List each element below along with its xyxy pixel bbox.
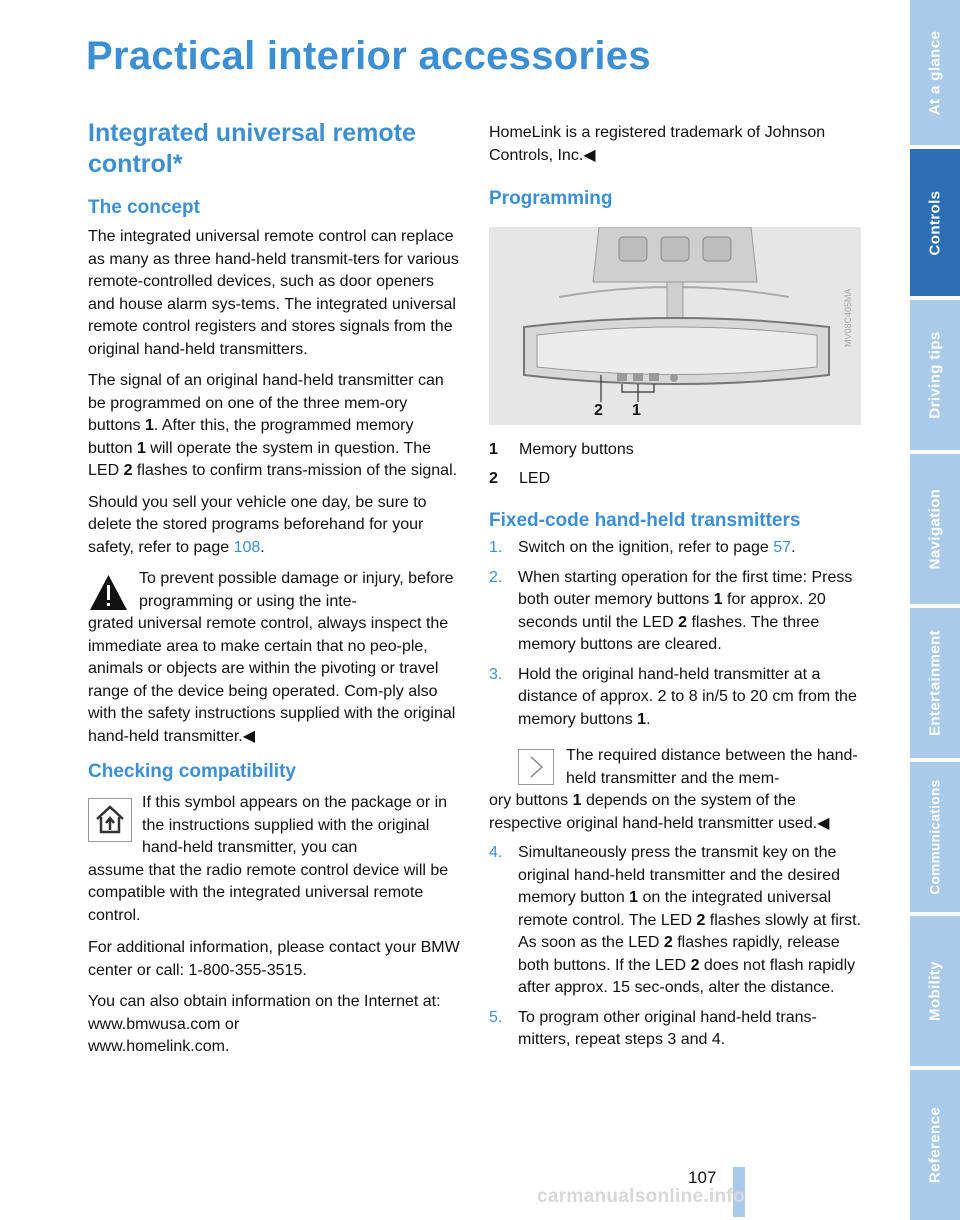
warning-note <box>88 568 460 748</box>
paragraph-internet-info: You can also obtain information on the Internet at: <box>88 993 441 1010</box>
warning-text-body: grated universal remote control, always inspect the immediate area to make certain that no peo-ple, animals or objects are within the pivoting or travel range of the device being operated. Com-ply also with the safety instructions supplied with the original hand-held transmitter.◀ <box>88 615 456 745</box>
tab-navigation[interactable]: Navigation <box>910 454 960 604</box>
programming-steps <box>489 537 861 1052</box>
paragraph-programming-signal: The signal of an original hand-held transmitter can be programmed on one of the three mem-ory buttons 1. After this, the programmed memory button 1 will operate the system in question. The LED 2 flashes to confirm trans-mission of the signal. <box>88 372 458 479</box>
legend-item: 1 Memory buttons <box>489 441 634 458</box>
distance-note <box>489 745 861 835</box>
figure-label-1: 1 <box>632 402 641 419</box>
heading-fixed-code: Fixed-code hand-held transmitters <box>489 510 801 531</box>
tab-entertainment[interactable]: Entertainment <box>910 608 960 758</box>
right-column <box>489 122 861 1059</box>
page-link-108[interactable]: 108 <box>233 538 261 556</box>
compatibility-text-lead: If this symbol appears on the package or in the instructions supplied with the original hand-held transmitter, you can <box>142 794 448 856</box>
note-arrow-icon <box>518 749 554 785</box>
tab-communications[interactable]: Communications <box>910 762 960 912</box>
tab-driving-tips[interactable]: Driving tips <box>910 300 960 450</box>
svg-text:MV08C405MA: MV08C405MA <box>843 288 853 347</box>
compatibility-text-body: assume that the radio remote control device will be compatible with the integrated universal remote control. <box>88 861 449 924</box>
paragraph-concept-intro: The integrated universal remote control can replace as many as three hand-held transmit-ters for various remote-controlled devices, such as door openers and house alarm sys-tems. The integrated universal remote control registers and stores signals from the original hand-held transmitters. <box>88 228 459 358</box>
step-1: 1. Switch on the ignition, refer to page 57. <box>489 539 796 556</box>
compatibility-note <box>88 792 460 927</box>
step-5: 5. To program other original hand-held trans-mitters, repeat steps 3 and 4. <box>489 1008 817 1048</box>
section-heading-remote-control: Integrated universal remote control* <box>88 119 416 178</box>
page-title: Practical interior accessories <box>86 34 651 78</box>
url-homelink: www.homelink.com. <box>88 1038 230 1055</box>
heading-checking-compatibility: Checking compatibility <box>88 761 296 782</box>
paragraph-contact-info: For additional information, please contact your BMW center or call: 1-800-355-3515. <box>88 939 460 979</box>
tab-reference[interactable]: Reference <box>910 1070 960 1220</box>
tab-at-a-glance[interactable]: At a glance <box>910 0 960 145</box>
figure-legend <box>489 435 861 493</box>
step-4: 4. Simultaneously press the transmit key on the original hand-held transmitter and the desired memory button 1 on the integrated universal remote control. The LED 2 flashes slowly at first. As soon as the LED 2 flashes rapidly, release both buttons. If the LED 2 does not flash rapidly after approx. 15 sec-onds, alter the distance. <box>489 844 861 996</box>
url-bmwusa: www.bmwusa.com or <box>88 1015 240 1033</box>
left-column <box>88 118 460 1059</box>
rear-view-mirror-figure <box>489 227 861 425</box>
page-link-57[interactable]: 57 <box>773 539 792 556</box>
step-3: 3. Hold the original hand-held transmitter at a distance of approx. 2 to 8 in/5 to 20 cm from the memory buttons 1. The required distance between the hand-held transmitter and the mem- ory buttons 1 depends on the system of the respective original hand-held transmitter used.◀ <box>489 664 861 836</box>
step-2: 2. When starting operation for the first time: Press both outer memory buttons 1 for approx. 20 seconds until the LED 2 flashes. The three memory buttons are cleared. <box>489 568 853 653</box>
tab-controls[interactable]: Controls <box>910 149 960 296</box>
heading-programming: Programming <box>489 188 613 209</box>
tab-mobility[interactable]: Mobility <box>910 916 960 1066</box>
warning-triangle-icon <box>88 572 129 613</box>
warning-text-lead: To prevent possible damage or injury, before programming or using the inte- <box>139 570 454 610</box>
distance-note-body: ory buttons 1 depends on the system of the respective original hand-held transmitter used.◀ <box>489 792 830 832</box>
homelink-house-icon <box>88 798 132 842</box>
watermark-text: carmanualsonline.info <box>537 1186 745 1207</box>
distance-note-lead: The required distance between the hand-held transmitter and the mem- <box>566 747 858 787</box>
chapter-tabs <box>910 0 960 1220</box>
paragraph-trademark: HomeLink is a registered trademark of Johnson Controls, Inc.◀ <box>489 124 826 164</box>
page-number: 107 <box>688 1168 717 1187</box>
paragraph-sell-vehicle: Should you sell your vehicle one day, be sure to delete the stored programs beforehand for your safety, refer to page 108. <box>88 493 427 556</box>
figure-label-2: 2 <box>594 402 603 419</box>
heading-concept: The concept <box>88 197 200 218</box>
legend-item: 2 LED <box>489 470 551 487</box>
